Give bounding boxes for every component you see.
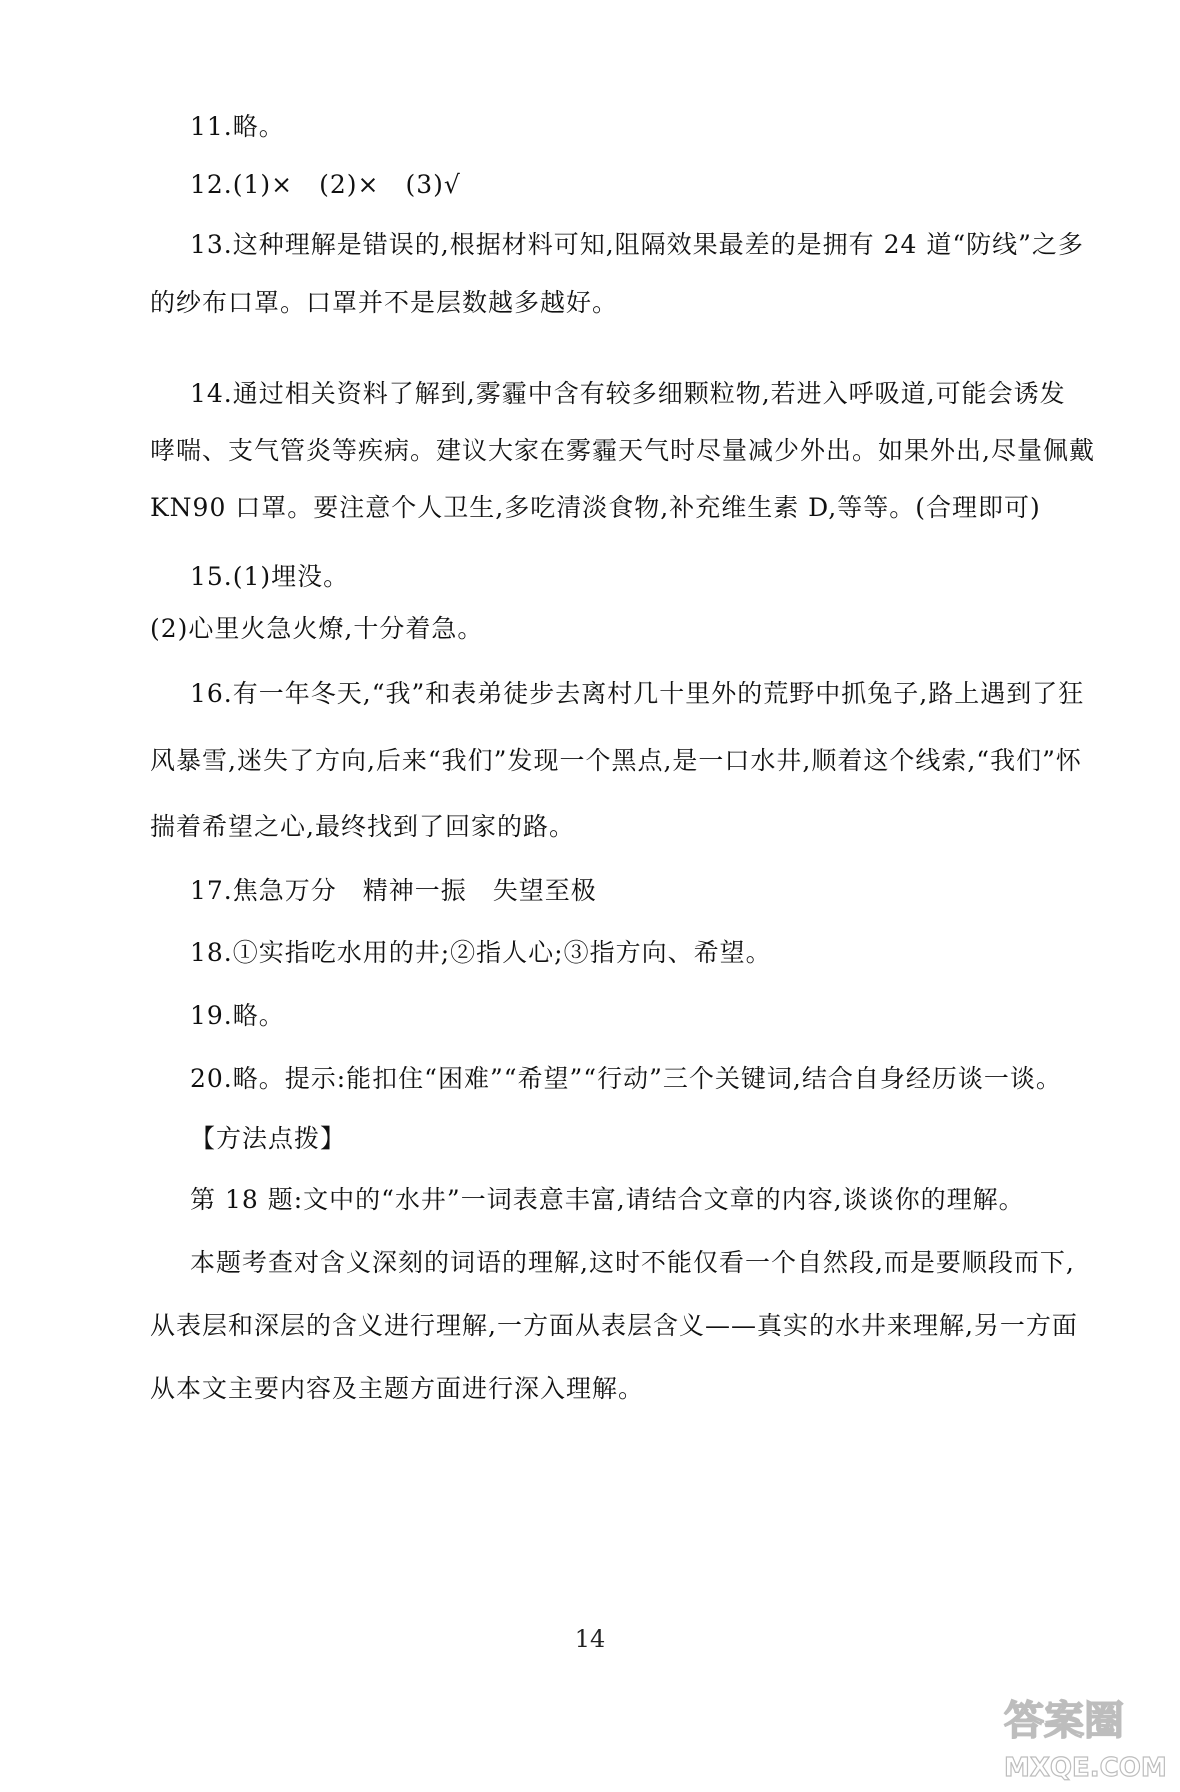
watermark-logo-mark bbox=[1004, 1698, 1167, 1783]
watermark-logo-domain: MXQE.COM bbox=[1004, 1753, 1167, 1783]
answer-13-line-1: 13.这种理解是错误的,根据材料可知,阻隔效果最差的是拥有 24 道“防线”之多 bbox=[190, 230, 1084, 259]
answer-16-line-2: 风暴雪,迷失了方向,后来“我们”发现一个黑点,是一口水井,顺着这个线索,“我们”怀 bbox=[150, 746, 1082, 775]
answer-16-line-3: 揣着希望之心,最终找到了回家的路。 bbox=[150, 812, 575, 841]
answer-11: 11.略。 bbox=[190, 112, 285, 141]
method-body-line-2: 从表层和深层的含义进行理解,一方面从表层含义——真实的水井来理解,另一方面 bbox=[150, 1311, 1078, 1340]
answer-19: 19.略。 bbox=[190, 1001, 285, 1030]
answer-17: 17.焦急万分 精神一振 失望至极 bbox=[190, 876, 597, 905]
answer-20: 20.略。提示:能扣住“困难”“希望”“行动”三个关键词,结合自身经历谈一谈。 bbox=[190, 1064, 1062, 1093]
answer-12: 12.(1)× (2)× (3)√ bbox=[190, 170, 461, 199]
answer-14-line-1: 14.通过相关资料了解到,雾霾中含有较多细颗粒物,若进入呼吸道,可能会诱发 bbox=[190, 379, 1066, 408]
method-body-line-1: 本题考查对含义深刻的词语的理解,这时不能仅看一个自然段,而是要顺段而下, bbox=[190, 1248, 1075, 1277]
answer-14-line-3: KN90 口罩。要注意个人卫生,多吃清淡食物,补充维生素 D,等等。(合理即可) bbox=[150, 493, 1041, 522]
method-heading: 【方法点拨】 bbox=[190, 1124, 347, 1153]
method-body-line-3: 从本文主要内容及主题方面进行深入理解。 bbox=[150, 1374, 645, 1403]
page-number: 14 bbox=[574, 1625, 606, 1653]
method-question: 第 18 题:文中的“水井”一词表意丰富,请结合文章的内容,谈谈你的理解。 bbox=[190, 1185, 1025, 1214]
answer-15-line-1: 15.(1)埋没。 bbox=[190, 562, 350, 591]
answer-15-line-2: (2)心里火急火燎,十分着急。 bbox=[150, 614, 484, 643]
watermark-logo bbox=[1000, 1688, 1170, 1784]
answer-13-line-2: 的纱布口罩。口罩并不是层数越多越好。 bbox=[150, 288, 619, 317]
answer-14-line-2: 哮喘、支气管炎等疾病。建议大家在雾霾天气时尽量减少外出。如果外出,尽量佩戴 bbox=[150, 436, 1095, 465]
watermark-logo-cn: 答案圈 bbox=[1004, 1698, 1124, 1744]
answer-18: 18.①实指吃水用的井;②指人心;③指方向、希望。 bbox=[190, 938, 772, 967]
answer-16-line-1: 16.有一年冬天,“我”和表弟徒步去离村几十里外的荒野中抓兔子,路上遇到了狂 bbox=[190, 679, 1085, 708]
